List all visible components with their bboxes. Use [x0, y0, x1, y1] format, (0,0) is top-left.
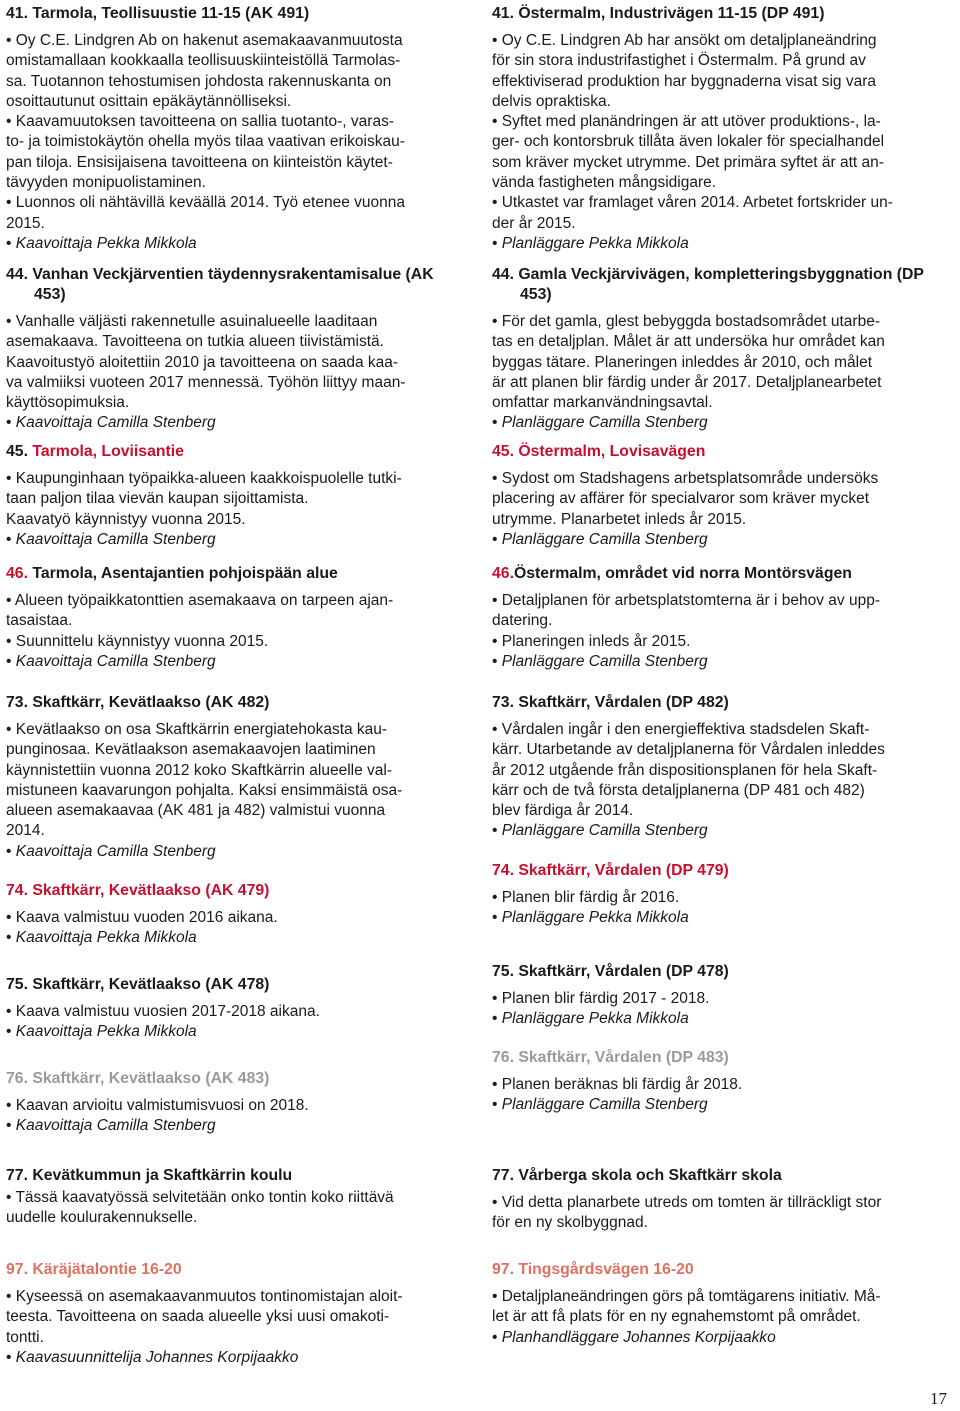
text-line: to- ja toimistokäytön ohella myös tilaa vaativan erikoiskau- — [6, 133, 405, 151]
planner-name: • Kaavasuunnittelija Johannes Korpijaakko — [6, 1348, 469, 1368]
section-fi-41 — [6, 4, 469, 254]
text-line: • Kaavamuutoksen tavoitteena on sallia tuotanto-, varas- — [6, 113, 394, 131]
section-number: 46. — [492, 565, 514, 582]
section-body — [6, 1002, 469, 1043]
section-title: 73. Skaftkärr, Kevätlaakso (AK 482) — [6, 694, 270, 711]
text-line: effektiviserad produktion har byggnaderna visat sig vara — [492, 72, 876, 90]
section-title: 75. Skaftkärr, Vårdalen (DP 478) — [492, 963, 729, 980]
text-line: • Kyseessä on asemakaavanmuutos tontinomistajan aloit- — [6, 1288, 403, 1305]
section-body — [492, 720, 958, 842]
section-body — [6, 312, 469, 434]
section-fi-77 — [6, 1166, 469, 1229]
section-body — [6, 591, 469, 672]
section-fi-73 — [6, 693, 469, 862]
section-fi-75 — [6, 975, 469, 1043]
section-fi-45 — [6, 442, 469, 550]
section-title — [6, 265, 469, 305]
section-body — [6, 1188, 469, 1229]
text-line: för sin stora industrifastighet i Östermalm. På grund av — [492, 52, 866, 70]
planner-name: • Planhandläggare Johannes Korpijaakko — [492, 1328, 958, 1348]
text-line: • Detaljplanen för arbetsplatstomterna är i behov av upp- — [492, 592, 880, 609]
text-line: • Suunnittelu käynnistyy vuonna 2015. — [6, 632, 269, 650]
text-line: utrymme. Planarbetet inleds år 2015. — [492, 510, 747, 528]
text-line: 2015. — [6, 214, 45, 232]
text-line: som kräver mycket utrymme. Det primära syftet är att an- — [492, 153, 884, 171]
section-body — [492, 591, 958, 672]
planner-name: • Planläggare Camilla Stenberg — [492, 652, 958, 672]
page-number: 17 — [930, 1389, 947, 1408]
section-title: 41. Östermalm, Industrivägen 11-15 (DP 491) — [492, 5, 825, 22]
text-line: datering. — [492, 612, 553, 630]
text-line: • Kaava valmistuu vuoden 2016 aikana. — [6, 909, 278, 926]
section-title: 77. Kevätkummun ja Skaftkärrin koulu — [6, 1167, 293, 1184]
text-line: • Syftet med planändringen är att utöver produktions-, la- — [492, 113, 881, 131]
section-number: 44. — [6, 266, 28, 283]
text-line: va valmiiksi vuoteen 2017 mennessä. Työhön liittyy maan- — [6, 373, 406, 391]
planner-name: • Planläggare Pekka Mikkola — [492, 1009, 958, 1029]
planner-name: • Kaavoittaja Camilla Stenberg — [6, 652, 469, 672]
section-sv-73 — [492, 693, 958, 842]
text-line: kärr. Utarbetande av detaljplanerna för Vårdalen inleddes — [492, 741, 885, 759]
section-body — [492, 469, 958, 550]
section-title: 74. Skaftkärr, Vårdalen (DP 479) — [492, 862, 729, 879]
section-heading: Gamla Veckjärvivägen, kompletteringsbyggnation (DP 453) — [518, 266, 924, 303]
section-sv-75 — [492, 962, 958, 1030]
text-line: osoittautunut osittain epäkäytännölliseksi. — [6, 92, 292, 110]
text-line: ger- och kontorsbruk tillåta även lokaler för specialhandel — [492, 133, 885, 151]
planner-name: • Planläggare Camilla Stenberg — [492, 530, 958, 550]
text-line: 2014. — [6, 822, 45, 840]
text-line: • Planen blir färdig 2017 - 2018. — [492, 990, 710, 1007]
section-sv-97 — [492, 1260, 958, 1348]
text-line: Kaavoitustyö aloitettiin 2010 ja tavoitteena on saada kaa- — [6, 353, 399, 371]
section-heading: Vanhan Veckjärventien täydennysrakentamisalue (AK 453) — [32, 266, 434, 303]
text-line: omfattar markanvändningsavtal. — [492, 394, 713, 412]
text-line: Kaavatyö käynnistyy vuonna 2015. — [6, 510, 246, 528]
text-line: • Kaavan arvioitu valmistumisvuosi on 2018. — [6, 1097, 309, 1114]
text-line: • Detaljplaneändringen görs på tomtägarens initiativ. Må- — [492, 1288, 881, 1305]
section-body — [492, 1287, 958, 1348]
text-line: • Sydost om Stadshagens arbetsplatsområde undersöks — [492, 470, 879, 487]
planner-name: • Kaavoittaja Pekka Mikkola — [6, 928, 469, 948]
section-number: 44. — [492, 266, 514, 283]
section-body — [492, 989, 958, 1030]
section-body — [6, 31, 469, 254]
text-line: punginosaa. Kevätlaakson asemakaavojen laatiminen — [6, 741, 376, 759]
section-body — [6, 908, 469, 949]
section-body — [492, 312, 958, 434]
section-body — [492, 1193, 958, 1234]
text-line: let är att få plats för en ny egnahemstomt på området. — [492, 1308, 861, 1326]
text-line: • Kaupunginhaan työpaikka-alueen kaakkoispuolelle tutki- — [6, 470, 402, 487]
text-line: • Kaava valmistuu vuosien 2017-2018 aikana. — [6, 1003, 320, 1020]
text-line: vända fastigheten mångsidigare. — [492, 174, 717, 192]
text-line: asemakaava. Tavoitteena on tutkia alueen tiivistämistä. — [6, 333, 384, 351]
planner-name: • Kaavoittaja Camilla Stenberg — [6, 1116, 469, 1136]
planner-name: • Planläggare Camilla Stenberg — [492, 1095, 958, 1115]
section-sv-76 — [492, 1048, 958, 1116]
section-sv-44 — [492, 265, 958, 434]
text-line: käynnistettiin vuonna 2012 koko Skaftkärrin alueelle val- — [6, 761, 393, 779]
text-line: pan tiloja. Ensisijaisena tavoitteena on kiinteistön käytet- — [6, 153, 393, 171]
section-body — [6, 1096, 469, 1137]
section-title: 45. Östermalm, Lovisavägen — [492, 443, 706, 460]
planner-name: • Kaavoittaja Camilla Stenberg — [6, 413, 469, 433]
text-line: • Kevätlaakso on osa Skaftkärrin energiatehokasta kau- — [6, 721, 388, 738]
section-title — [492, 265, 958, 305]
section-title: 76. Skaftkärr, Vårdalen (DP 483) — [492, 1049, 729, 1066]
section-heading: Tarmola, Asentajantien pohjoispään alue — [32, 565, 338, 582]
section-title — [6, 442, 469, 462]
section-sv-41 — [492, 4, 958, 254]
text-line: • Tässä kaavatyössä selvitetään onko tontin koko riittävä — [6, 1189, 394, 1206]
text-line: • Vid detta planarbete utreds om tomten är tillräckligt stor — [492, 1194, 882, 1211]
planner-name: • Planläggare Camilla Stenberg — [492, 821, 958, 841]
section-fi-46 — [6, 564, 469, 672]
text-line: tasaistaa. — [6, 612, 73, 630]
section-number: 45. — [6, 443, 28, 460]
text-line: käyttösopimuksia. — [6, 394, 130, 412]
text-line: • Vårdalen ingår i den energieffektiva stadsdelen Skaft- — [492, 721, 870, 738]
text-line: • Oy C.E. Lindgren Ab on hakenut asemakaavanmuutosta — [6, 32, 403, 49]
text-line: alueen asemakaavaa (AK 481 ja 482) valmistui vuonna — [6, 802, 386, 820]
text-line: • Planen beräknas bli färdig år 2018. — [492, 1076, 743, 1093]
section-heading: Tarmola, Loviisantie — [32, 443, 184, 460]
text-line: tävyyden monipuolistaminen. — [6, 174, 206, 192]
planner-name: • Planläggare Camilla Stenberg — [492, 413, 958, 433]
text-line: uudelle koulurakennukselle. — [6, 1209, 198, 1227]
section-sv-77 — [492, 1166, 958, 1234]
section-title — [492, 564, 958, 584]
section-body — [6, 720, 469, 862]
planner-name: • Kaavoittaja Camilla Stenberg — [6, 842, 469, 862]
section-title: 74. Skaftkärr, Kevätlaakso (AK 479) — [6, 882, 270, 899]
text-line: der år 2015. — [492, 214, 576, 232]
text-line: • Luonnos oli nähtävillä keväällä 2014. Työ etenee vuonna — [6, 194, 405, 212]
text-line: delvis opraktiska. — [492, 92, 611, 110]
section-number: 46. — [6, 565, 28, 582]
section-sv-74 — [492, 861, 958, 929]
section-body — [492, 888, 958, 929]
section-title: 77. Vårberga skola och Skaftkärr skola — [492, 1167, 782, 1184]
section-fi-97 — [6, 1260, 469, 1368]
text-line: kärr och de två första detaljplanerna (DP 481 och 482) — [492, 781, 865, 799]
section-heading: Östermalm, området vid norra Montörsvägen — [513, 565, 852, 582]
text-line: • För det gamla, glest bebyggda bostadsområdet utarbe- — [492, 313, 880, 330]
section-body — [6, 469, 469, 550]
text-line: för en ny skolbyggnad. — [492, 1214, 648, 1232]
text-line: taan paljon tilaa vievän kaupan sijoittamista. — [6, 490, 309, 508]
text-line: år 2012 utgående från dispositionsplanen för hela Skaft- — [492, 761, 878, 779]
text-line: placering av affärer för specialvaror som kräver mycket — [492, 490, 870, 508]
section-fi-76 — [6, 1069, 469, 1137]
section-sv-46 — [492, 564, 958, 672]
text-line: • Planeringen inleds år 2015. — [492, 632, 691, 650]
text-line: omistamallaan kookkaalla teollisuuskiinteistöllä Tarmolas- — [6, 52, 401, 70]
section-title: 41. Tarmola, Teollisuustie 11-15 (AK 491) — [6, 5, 310, 22]
section-title: 75. Skaftkärr, Kevätlaakso (AK 478) — [6, 976, 270, 993]
text-line: teesta. Tavoitteena on saada alueelle yksi uusi omakoti- — [6, 1308, 390, 1326]
text-line: • Alueen työpaikkatonttien asemakaava on tarpeen ajan- — [6, 592, 394, 609]
planner-name: • Planläggare Pekka Mikkola — [492, 908, 958, 928]
text-line: är att planen blir färdig under år 2017. Detaljplanearbetet — [492, 373, 882, 391]
planner-name: • Planläggare Pekka Mikkola — [492, 234, 958, 254]
section-fi-44 — [6, 265, 469, 434]
section-body — [492, 31, 958, 254]
section-title: 76. Skaftkärr, Kevätlaakso (AK 483) — [6, 1070, 270, 1087]
planner-name: • Kaavoittaja Pekka Mikkola — [6, 234, 469, 254]
section-title: 97. Käräjätalontie 16-20 — [6, 1261, 182, 1278]
planner-name: • Kaavoittaja Pekka Mikkola — [6, 1022, 469, 1042]
text-line: • Oy C.E. Lindgren Ab har ansökt om detaljplaneändring — [492, 32, 877, 49]
text-line: blev färdiga år 2014. — [492, 802, 634, 820]
text-line: tontti. — [6, 1328, 44, 1346]
text-line: • Planen blir färdig år 2016. — [492, 889, 680, 906]
text-line: byggas tätare. Planeringen inleddes år 2010, och målet — [492, 353, 872, 371]
text-line: sa. Tuotannon tehostumisen johdosta rakennuskanta on — [6, 72, 392, 90]
section-sv-45 — [492, 442, 958, 550]
planner-name: • Kaavoittaja Camilla Stenberg — [6, 530, 469, 550]
section-title: 97. Tingsgårdsvägen 16-20 — [492, 1261, 694, 1278]
section-title — [6, 564, 469, 584]
section-body — [6, 1287, 469, 1368]
text-line: • Vanhalle väljästi rakennetulle asuinalueelle laaditaan — [6, 313, 378, 330]
section-fi-74 — [6, 881, 469, 949]
section-body — [492, 1075, 958, 1116]
text-line: tas en detaljplan. Målet är att undersöka hur området kan — [492, 333, 885, 351]
section-title: 73. Skaftkärr, Vårdalen (DP 482) — [492, 694, 729, 711]
text-line: • Utkastet var framlaget våren 2014. Arbetet fortskrider un- — [492, 194, 893, 212]
text-line: mistuneen kaavarungon pohjalta. Kaksi ensimmäistä osa- — [6, 781, 403, 799]
